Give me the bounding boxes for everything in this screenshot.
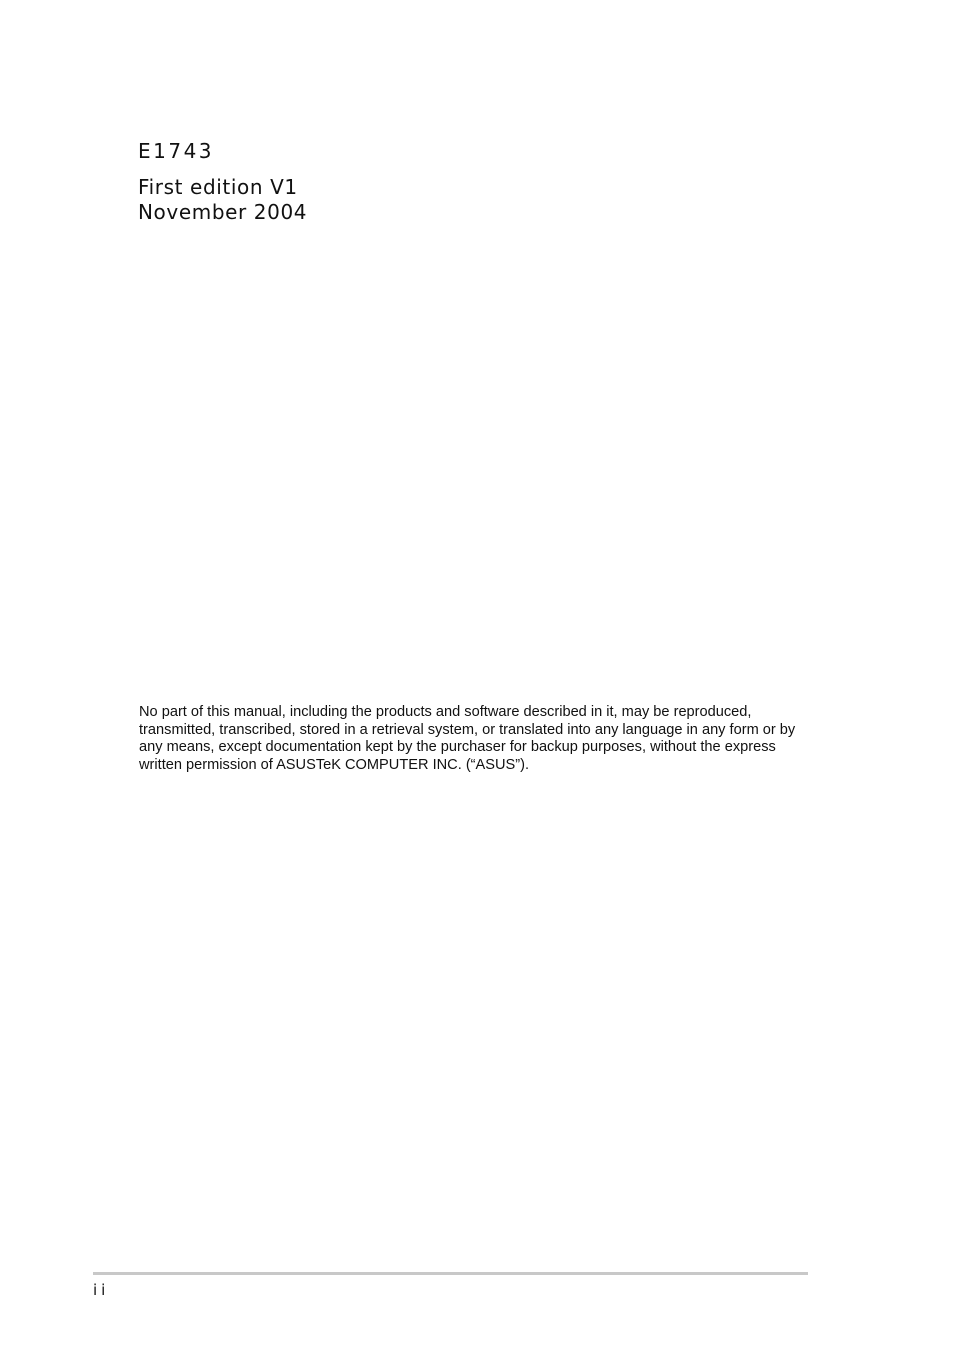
edition-label: First edition V1 (138, 175, 298, 199)
copyright-notice: No part of this manual, including the products and software described in it, may be reproduced, transmitted, transcribed, stored in a retrieval system, or translated into any language in any form or by any means, except documentation kept by the purchaser for backup purposes, without the express written permission of ASUSTeK COMPUTER INC. (“ASUS”). (139, 704, 796, 773)
page-number: ii (93, 1281, 110, 1299)
footer-divider (93, 1272, 808, 1275)
document-code: E1743 (138, 139, 215, 163)
edition-block (138, 175, 307, 225)
publication-date: November 2004 (138, 200, 308, 224)
